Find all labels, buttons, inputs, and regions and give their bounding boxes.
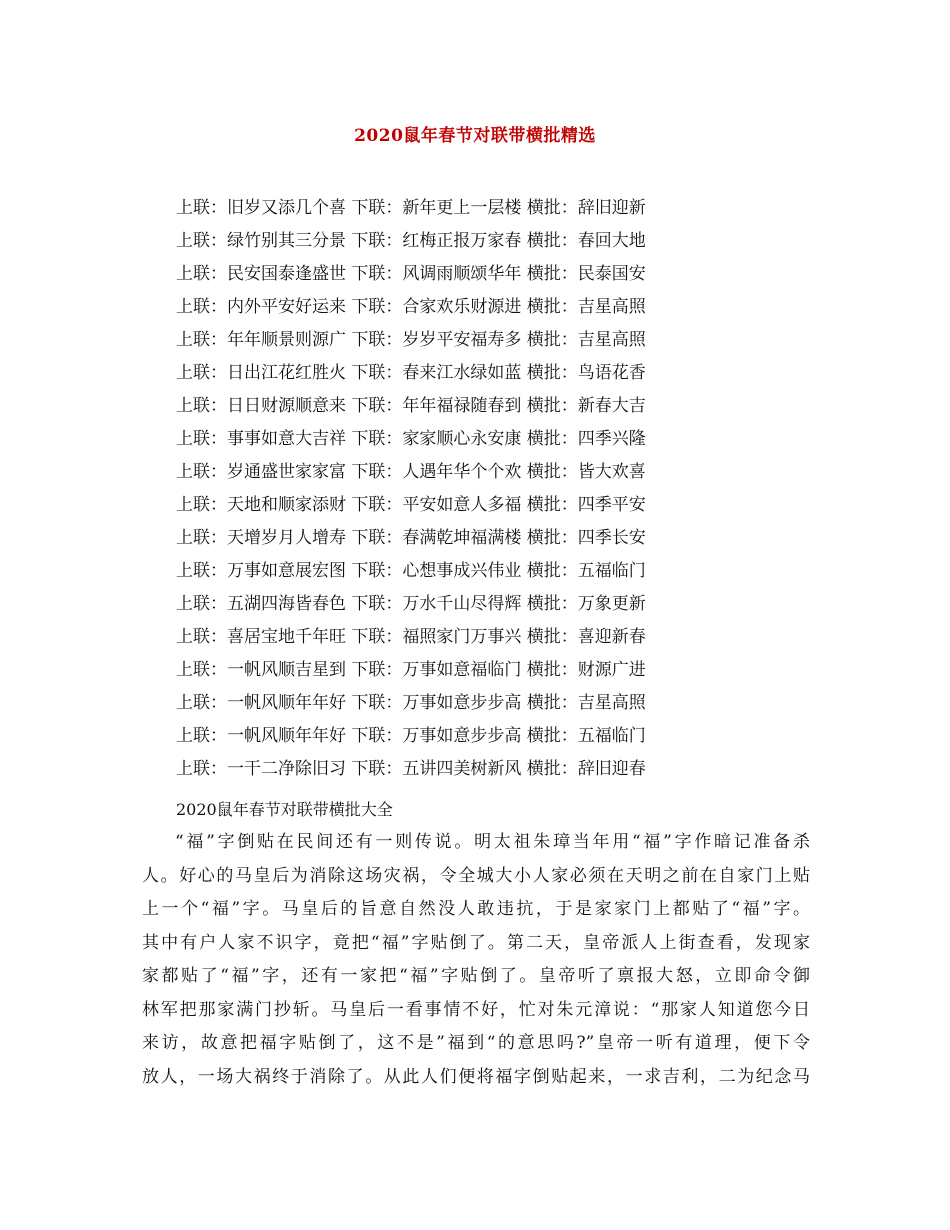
couplet-line: 上联：日日财源顺意来 下联：年年福禄随春到 横批：新春大吉 [176,396,646,416]
couplet-line: 上联：一帆风顺年年好 下联：万事如意步步高 横批：吉星高照 [176,693,646,713]
paragraph-line: 上一个“福”字。马皇后的旨意自然没人敢违抗，于是家家门上都贴了“福”字。 [142,899,810,919]
couplet-line: 上联：旧岁又添几个喜 下联：新年更上一层楼 横批：辞旧迎新 [176,198,646,218]
section-heading: 2020鼠年春节对联带横批大全 [176,800,393,819]
page-title: 2020鼠年春节对联带横批精选 [354,126,596,146]
paragraph-line: 人。好心的马皇后为消除这场灾祸，令全城大小人家必须在天明之前在自家门上贴 [142,865,810,886]
couplet-line: 上联：天增岁月人增寿 下联：春满乾坤福满楼 横批：四季长安 [176,528,646,548]
couplet-list [176,192,826,786]
couplet-line: 上联：岁通盛世家家富 下联：人遇年华个个欢 横批：皆大欢喜 [176,462,646,482]
paragraph-line: 林军把那家满门抄斩。马皇后一看事情不好，忙对朱元漳说：“那家人知道您今日 [142,999,810,1020]
paragraph-line: 放人，一场大祸终于消除了。从此人们便将福字倒贴起来，一求吉利，二为纪念马 [142,1066,810,1087]
body-paragraph [142,826,810,1094]
paragraph-line: 家都贴了“福”字，还有一家把“福”字贴倒了。皇帝听了禀报大怒，立即命令御 [142,966,810,986]
couplet-line: 上联：喜居宝地千年旺 下联：福照家门万事兴 横批：喜迎新春 [176,627,646,647]
couplet-line: 上联：一干二净除旧习 下联：五讲四美树新风 横批：辞旧迎春 [176,759,646,779]
couplet-line: 上联：日出江花红胜火 下联：春来江水绿如蓝 横批：鸟语花香 [176,363,646,383]
couplet-line: 上联：万事如意展宏图 下联：心想事成兴伟业 横批：五福临门 [176,561,646,581]
couplet-line: 上联：民安国泰逢盛世 下联：风调雨顺颂华年 横批：民泰国安 [176,264,646,284]
couplet-line: 上联：一帆风顺吉星到 下联：万事如意福临门 横批：财源广进 [176,660,646,680]
couplet-line: 上联：绿竹别其三分景 下联：红梅正报万家春 横批：春回大地 [176,231,646,251]
couplet-line: 上联：事事如意大吉祥 下联：家家顺心永安康 横批：四季兴隆 [176,429,646,449]
paragraph-line: 来访，故意把福字贴倒了，这不是”福到“的意思吗?”皇帝一听有道理，便下令 [142,1033,810,1053]
couplet-line: 上联：内外平安好运来 下联：合家欢乐财源进 横批：吉星高照 [176,297,646,317]
paragraph-line: 其中有户人家不识字，竟把“福”字贴倒了。第二天，皇帝派人上街查看，发现家 [142,932,810,953]
couplet-line: 上联：年年顺景则源广 下联：岁岁平安福寿多 横批：吉星高照 [176,330,646,350]
paragraph-line: “福”字倒贴在民间还有一则传说。明太祖朱璋当年用“福”字作暗记准备杀 [175,832,810,852]
couplet-line: 上联：一帆风顺年年好 下联：万事如意步步高 横批：五福临门 [176,726,646,746]
couplet-line: 上联：天地和顺家添财 下联：平安如意人多福 横批：四季平安 [176,495,646,515]
couplet-line: 上联：五湖四海皆春色 下联：万水千山尽得辉 横批：万象更新 [176,594,646,614]
